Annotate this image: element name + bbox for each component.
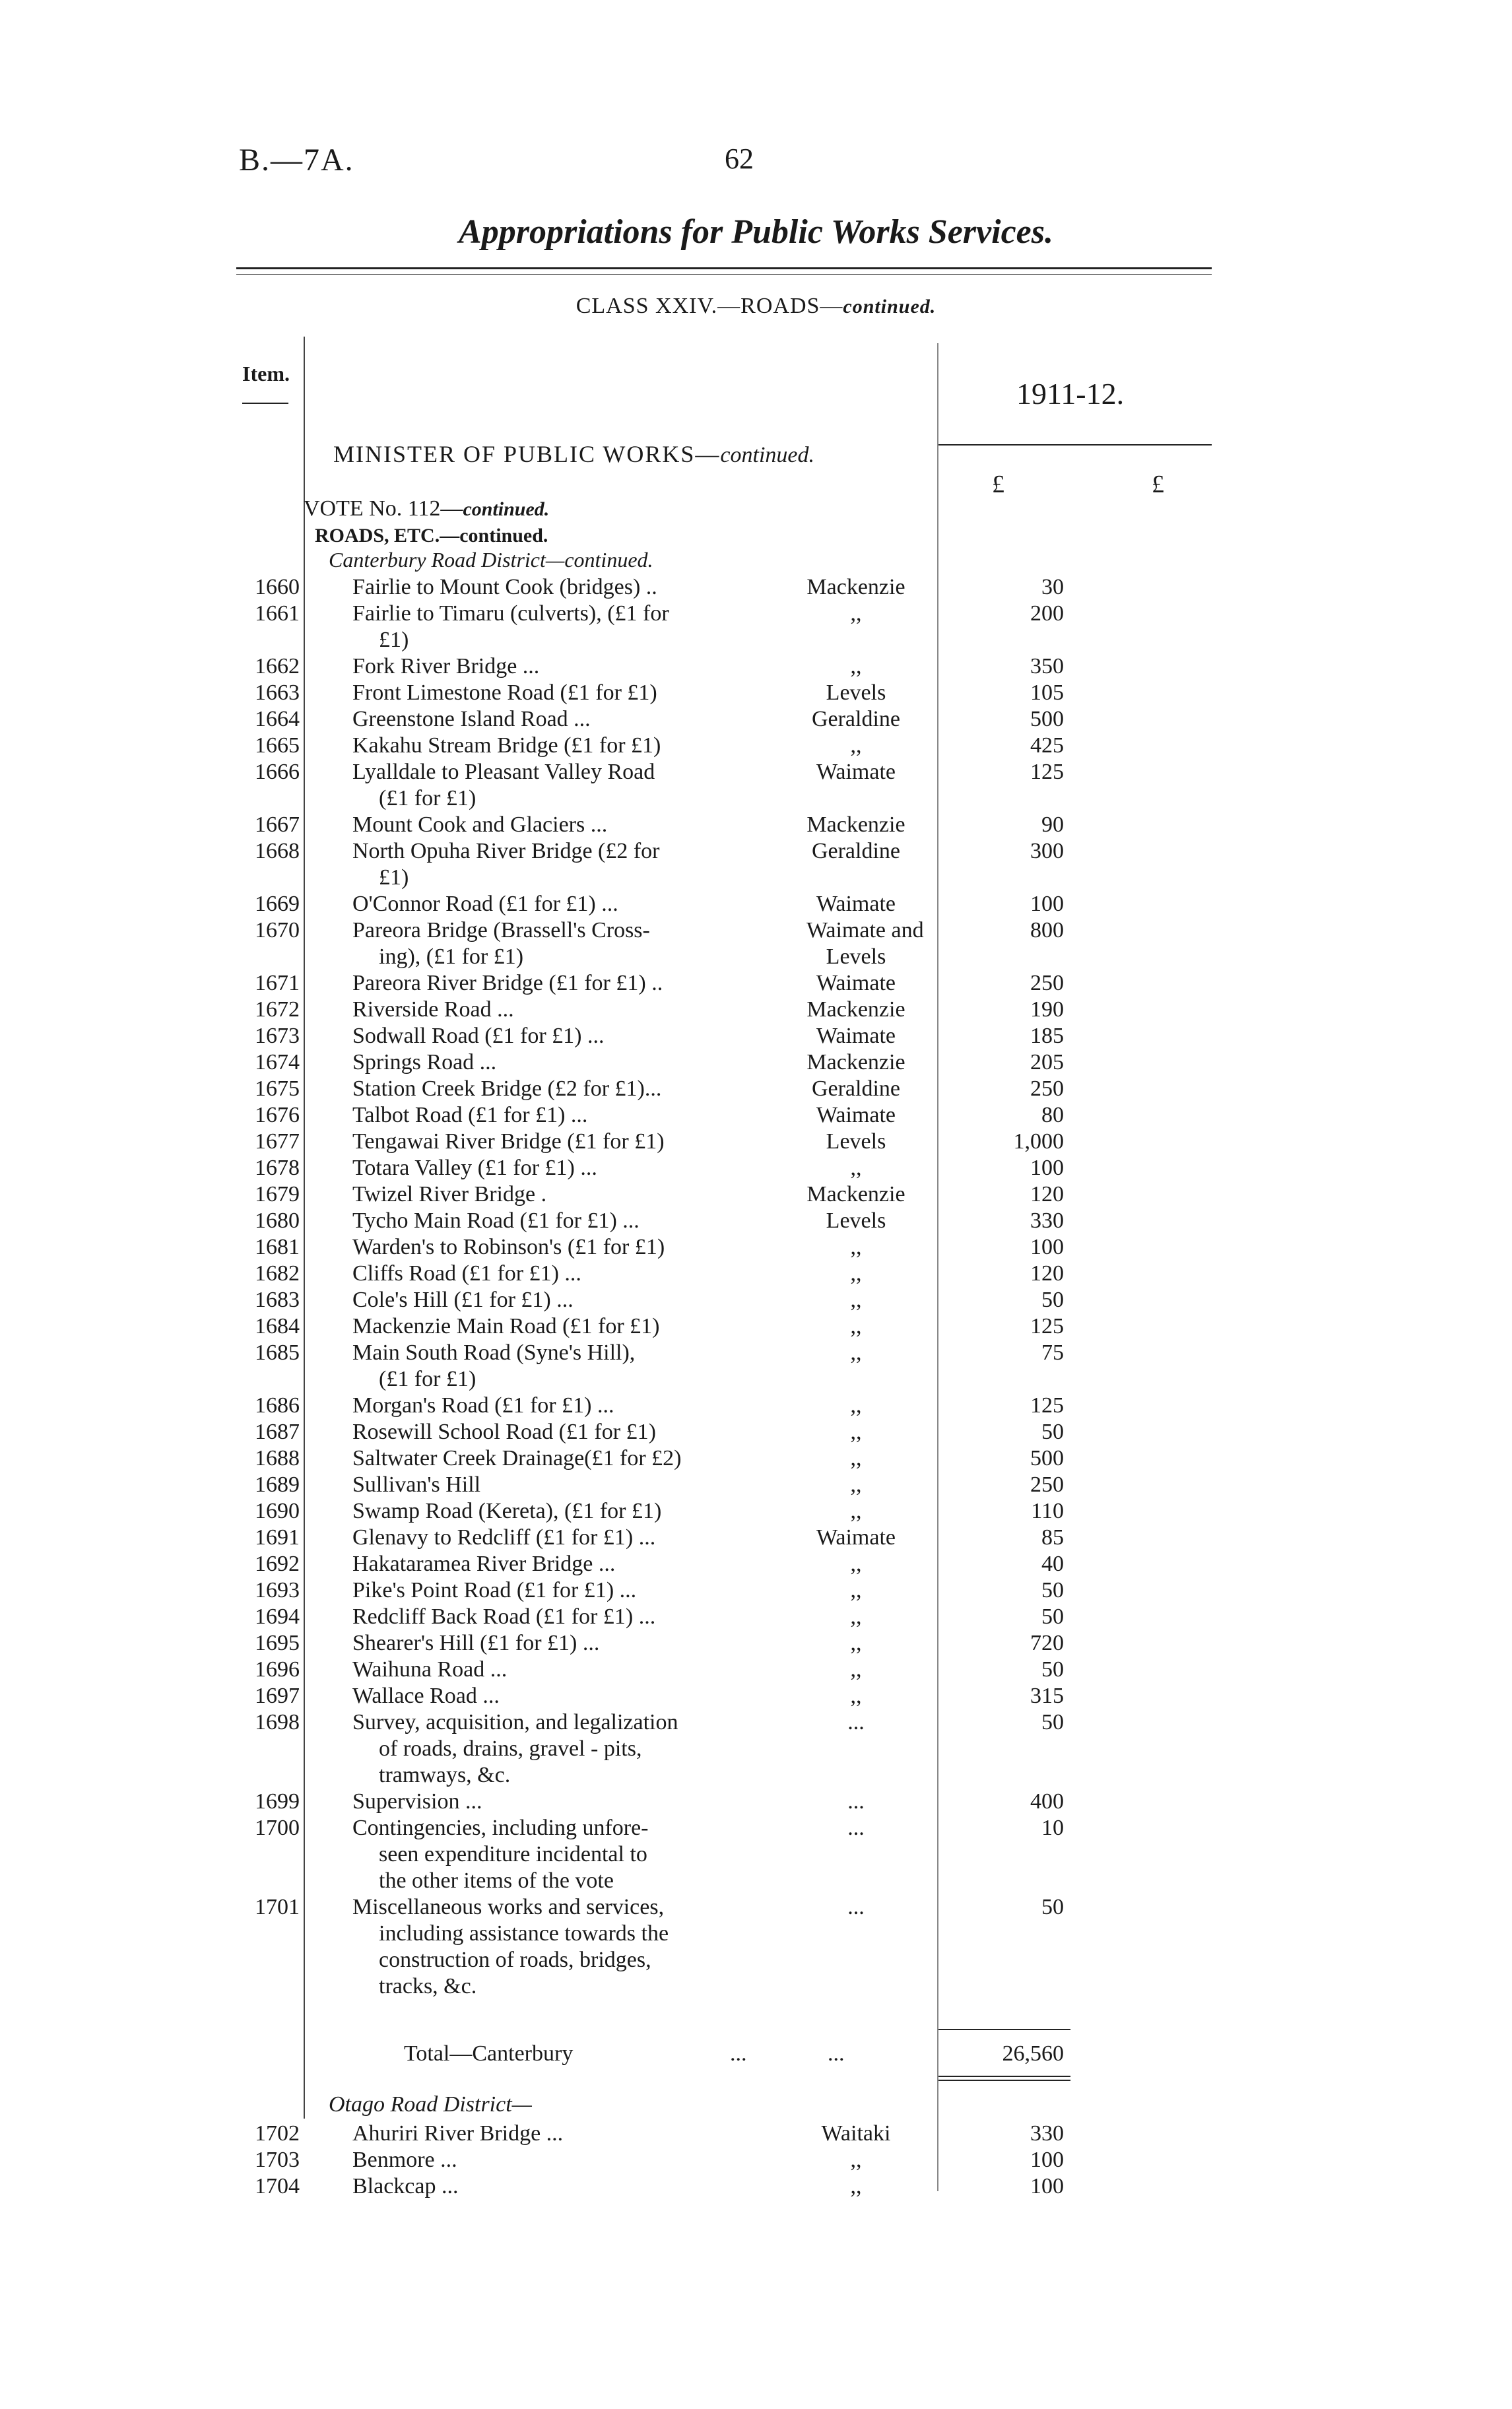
amount: 90 xyxy=(1041,812,1064,837)
county: Waimate xyxy=(816,760,896,784)
amount: 50 xyxy=(1041,1578,1064,1602)
item-number: 1683 xyxy=(255,1288,300,1312)
item-description: Springs Road ... xyxy=(352,1050,497,1074)
table-row xyxy=(0,1683,1512,1709)
item-description: Lyalldale to Pleasant Valley Road xyxy=(352,760,655,784)
table-row-continuation xyxy=(0,1841,1512,1868)
item-description: tracks, &c. xyxy=(379,1974,477,1998)
total-amount: 26,560 xyxy=(1002,2041,1064,2066)
item-number: 1697 xyxy=(255,1684,300,1708)
amount: 40 xyxy=(1041,1552,1064,1576)
table-row xyxy=(0,1076,1512,1102)
total-label: Total—Canterbury xyxy=(404,2041,574,2066)
item-description: Benmore ... xyxy=(352,2148,457,2172)
county: ,, xyxy=(850,1393,862,1418)
item-description: of roads, drains, gravel - pits, xyxy=(379,1736,642,1761)
table-row xyxy=(0,653,1512,680)
county: Geraldine xyxy=(811,1076,901,1101)
item-description: Fairlie to Timaru (culverts), (£1 for xyxy=(352,601,669,626)
county: ,, xyxy=(850,2148,862,2172)
table-row xyxy=(0,2147,1512,2173)
county: ... xyxy=(847,1789,865,1814)
item-number: 1667 xyxy=(255,812,300,837)
county: Levels xyxy=(826,680,886,705)
table-row xyxy=(0,1657,1512,1683)
table-row xyxy=(0,680,1512,706)
amount: 205 xyxy=(1030,1050,1064,1074)
county-continuation: Levels xyxy=(826,944,886,969)
total-bottom-rule xyxy=(938,2076,1070,2077)
item-description: £1) xyxy=(379,628,409,652)
item-description: O'Connor Road (£1 for £1) ... xyxy=(352,892,618,916)
county: ,, xyxy=(850,1446,862,1470)
item-description: Warden's to Robinson's (£1 for £1) xyxy=(352,1235,665,1259)
item-number: 1698 xyxy=(255,1710,300,1734)
item-number: 1685 xyxy=(255,1340,300,1365)
amount: 350 xyxy=(1030,654,1064,678)
table-row xyxy=(0,2173,1512,2200)
table-row xyxy=(0,917,1512,944)
item-description: Pike's Point Road (£1 for £1) ... xyxy=(352,1578,637,1602)
table-row xyxy=(0,1393,1512,1419)
table-row xyxy=(0,601,1512,627)
item-number: 1675 xyxy=(255,1076,300,1101)
total-leader-1: ... xyxy=(730,2041,747,2066)
amount: 120 xyxy=(1030,1182,1064,1206)
item-number: 1681 xyxy=(255,1235,300,1259)
table-row-continuation xyxy=(0,627,1512,653)
item-description: (£1 for £1) xyxy=(379,786,477,810)
amount: 400 xyxy=(1030,1789,1064,1814)
amount: 185 xyxy=(1030,1024,1064,1048)
item-description: ing), (£1 for £1) xyxy=(379,944,524,969)
item-description: Front Limestone Road (£1 for £1) xyxy=(352,680,657,705)
item-description: Waihuna Road ... xyxy=(352,1657,508,1682)
county: ,, xyxy=(850,1631,862,1655)
item-number: 1696 xyxy=(255,1657,300,1682)
item-number: 1666 xyxy=(255,760,300,784)
county: Mackenzie xyxy=(806,1050,905,1074)
county: ,, xyxy=(850,1156,862,1180)
table-row xyxy=(0,1525,1512,1551)
item-number: 1694 xyxy=(255,1604,300,1629)
table-row xyxy=(0,1102,1512,1129)
item-number: 1679 xyxy=(255,1182,300,1206)
amount: 300 xyxy=(1030,839,1064,863)
otago-district-heading: Otago Road District— xyxy=(329,2092,532,2117)
table-row xyxy=(0,1894,1512,1921)
county: Levels xyxy=(826,1208,886,1233)
item-description: Survey, acquisition, and legalization xyxy=(352,1710,678,1734)
county: ,, xyxy=(850,1288,862,1312)
county: Waimate xyxy=(816,971,896,995)
item-number: 1684 xyxy=(255,1314,300,1338)
item-number: 1678 xyxy=(255,1156,300,1180)
item-description: Glenavy to Redcliff (£1 for £1) ... xyxy=(352,1525,656,1550)
amount: 110 xyxy=(1031,1499,1064,1523)
county: Mackenzie xyxy=(806,812,905,837)
amount: 500 xyxy=(1030,1446,1064,1470)
item-number: 1665 xyxy=(255,733,300,758)
item-number: 1662 xyxy=(255,654,300,678)
table-row xyxy=(0,1261,1512,1287)
county: ,, xyxy=(850,1261,862,1286)
item-description: Rosewill School Road (£1 for £1) xyxy=(352,1420,656,1444)
amount: 100 xyxy=(1030,2174,1064,2198)
amount: 30 xyxy=(1041,575,1064,599)
county: ,, xyxy=(850,1314,862,1338)
county: Waimate xyxy=(816,1024,896,1048)
table-row-continuation xyxy=(0,1366,1512,1393)
table-row-continuation xyxy=(0,1868,1512,1894)
table-row xyxy=(0,1604,1512,1630)
county: ,, xyxy=(850,1499,862,1523)
item-number: 1686 xyxy=(255,1393,300,1418)
amount: 50 xyxy=(1041,1604,1064,1629)
county: ,, xyxy=(850,1578,862,1602)
amount: 190 xyxy=(1030,997,1064,1022)
item-number: 1703 xyxy=(255,2148,300,2172)
item-number: 1677 xyxy=(255,1129,300,1154)
amount: 125 xyxy=(1030,1314,1064,1338)
table-row xyxy=(0,1155,1512,1181)
item-description: Sodwall Road (£1 for £1) ... xyxy=(352,1024,605,1048)
item-description: Twizel River Bridge . xyxy=(352,1182,547,1206)
county: ... xyxy=(847,1816,865,1840)
table-row xyxy=(0,891,1512,917)
item-number: 1676 xyxy=(255,1103,300,1127)
table-row xyxy=(0,1789,1512,1815)
table-row xyxy=(0,1630,1512,1657)
item-number: 1690 xyxy=(255,1499,300,1523)
page-number: 62 xyxy=(725,143,754,175)
roads-heading: ROADS, ETC.—continued. xyxy=(315,525,548,546)
amount: 720 xyxy=(1030,1631,1064,1655)
year-rule xyxy=(938,444,1212,446)
county: Waimate and xyxy=(806,918,924,942)
county: Waimate xyxy=(816,1103,896,1127)
item-description: Ahuriri River Bridge ... xyxy=(352,2121,564,2146)
item-number: 1688 xyxy=(255,1446,300,1470)
item-number: 1661 xyxy=(255,601,300,626)
county: Waimate xyxy=(816,1525,896,1550)
county: ,, xyxy=(850,1604,862,1629)
document-reference: B.—7A. xyxy=(239,143,354,178)
amount: 330 xyxy=(1030,1208,1064,1233)
canterbury-district-heading: Canterbury Road District—continued. xyxy=(329,548,653,572)
amount: 800 xyxy=(1030,918,1064,942)
county: ,, xyxy=(850,2174,862,2198)
item-description: Shearer's Hill (£1 for £1) ... xyxy=(352,1631,600,1655)
county: ,, xyxy=(850,1340,862,1365)
table-row xyxy=(0,1551,1512,1577)
county: Geraldine xyxy=(811,839,901,863)
item-description: Blackcap ... xyxy=(352,2174,459,2198)
item-description: including assistance towards the xyxy=(379,1921,669,1946)
item-number: 1680 xyxy=(255,1208,300,1233)
table-row xyxy=(0,1472,1512,1498)
item-number: 1682 xyxy=(255,1261,300,1286)
item-description: Main South Road (Syne's Hill), xyxy=(352,1340,636,1365)
table-row-continuation xyxy=(0,1736,1512,1762)
table-row xyxy=(0,759,1512,785)
table-row xyxy=(0,2121,1512,2147)
county: Waitaki xyxy=(821,2121,891,2146)
table-row xyxy=(0,1709,1512,1736)
amount: 200 xyxy=(1030,601,1064,626)
item-description: Station Creek Bridge (£2 for £1)... xyxy=(352,1076,662,1101)
table-row xyxy=(0,1287,1512,1313)
county: ,, xyxy=(850,1235,862,1259)
amount: 50 xyxy=(1041,1657,1064,1682)
total-top-rule xyxy=(938,2029,1070,2030)
table-row xyxy=(0,970,1512,997)
item-description: Mount Cook and Glaciers ... xyxy=(352,812,608,837)
item-number: 1660 xyxy=(255,575,300,599)
amount: 100 xyxy=(1030,1156,1064,1180)
minister-heading: MINISTER OF PUBLIC WORKS—continued. xyxy=(333,441,814,467)
item-number: 1669 xyxy=(255,892,300,916)
item-description: Fork River Bridge ... xyxy=(352,654,540,678)
item-description: Tengawai River Bridge (£1 for £1) xyxy=(352,1129,665,1154)
top-rule-thin xyxy=(236,274,1212,275)
table-row xyxy=(0,1208,1512,1234)
table-row xyxy=(0,1815,1512,1841)
item-description: Hakataramea River Bridge ... xyxy=(352,1552,616,1576)
item-number: 1668 xyxy=(255,839,300,863)
table-row-continuation xyxy=(0,1973,1512,2000)
item-description: Totara Valley (£1 for £1) ... xyxy=(352,1156,597,1180)
county: ,, xyxy=(850,654,862,678)
item-description: Mackenzie Main Road (£1 for £1) xyxy=(352,1314,660,1338)
item-number: 1695 xyxy=(255,1631,300,1655)
county: ,, xyxy=(850,1420,862,1444)
table-row xyxy=(0,1023,1512,1049)
total-leader-2: ... xyxy=(828,2041,845,2066)
year-header: 1911-12. xyxy=(1016,377,1125,411)
county: ,, xyxy=(850,1552,862,1576)
item-number: 1672 xyxy=(255,997,300,1022)
item-number: 1702 xyxy=(255,2121,300,2146)
item-description: Morgan's Road (£1 for £1) ... xyxy=(352,1393,614,1418)
total-bottom-rule-double xyxy=(938,2080,1070,2081)
item-description: seen expenditure incidental to xyxy=(379,1842,647,1866)
amount: 125 xyxy=(1030,1393,1064,1418)
amount: 100 xyxy=(1030,1235,1064,1259)
item-number: 1692 xyxy=(255,1552,300,1576)
county: Mackenzie xyxy=(806,575,905,599)
table-row xyxy=(0,1181,1512,1208)
amount: 250 xyxy=(1030,971,1064,995)
item-description: £1) xyxy=(379,865,409,890)
county: ,, xyxy=(850,1657,862,1682)
table-row xyxy=(0,997,1512,1023)
table-row xyxy=(0,1234,1512,1261)
item-description: Wallace Road ... xyxy=(352,1684,500,1708)
table-row xyxy=(0,706,1512,733)
item-description: Riverside Road ... xyxy=(352,997,514,1022)
county: Waimate xyxy=(816,892,896,916)
item-number: 1674 xyxy=(255,1050,300,1074)
county: ... xyxy=(847,1710,865,1734)
vote-heading: VOTE No. 112—continued. xyxy=(304,496,550,521)
county: Levels xyxy=(826,1129,886,1154)
item-number: 1700 xyxy=(255,1816,300,1840)
item-description: Talbot Road (£1 for £1) ... xyxy=(352,1103,588,1127)
county: Mackenzie xyxy=(806,1182,905,1206)
table-row xyxy=(0,1498,1512,1525)
county: ,, xyxy=(850,1472,862,1497)
item-header-rule xyxy=(242,403,288,404)
amount: 80 xyxy=(1041,1103,1064,1127)
table-row-continuation xyxy=(0,865,1512,891)
item-number: 1689 xyxy=(255,1472,300,1497)
table-row xyxy=(0,1445,1512,1472)
amount: 125 xyxy=(1030,760,1064,784)
amount: 50 xyxy=(1041,1895,1064,1919)
amount: 315 xyxy=(1030,1684,1064,1708)
amount: 50 xyxy=(1041,1288,1064,1312)
item-number: 1693 xyxy=(255,1578,300,1602)
amount: 500 xyxy=(1030,707,1064,731)
table-row xyxy=(0,1419,1512,1445)
county: Mackenzie xyxy=(806,997,905,1022)
item-column-header: Item. xyxy=(242,362,290,385)
table-row-continuation xyxy=(0,944,1512,970)
amount: 425 xyxy=(1030,733,1064,758)
class-heading: CLASS XXIV.—ROADS—continued. xyxy=(575,294,937,318)
amount: 120 xyxy=(1030,1261,1064,1286)
item-description: (£1 for £1) xyxy=(379,1367,477,1391)
amount: 250 xyxy=(1030,1076,1064,1101)
table-row xyxy=(0,812,1512,838)
table-row-continuation xyxy=(0,1762,1512,1789)
table-row xyxy=(0,733,1512,759)
amount: 250 xyxy=(1030,1472,1064,1497)
item-number: 1691 xyxy=(255,1525,300,1550)
item-description: Pareora River Bridge (£1 for £1) .. xyxy=(352,971,663,995)
item-description: Supervision ... xyxy=(352,1789,482,1814)
table-row-continuation xyxy=(0,1947,1512,1973)
amount: 75 xyxy=(1041,1340,1064,1365)
amount: 100 xyxy=(1030,892,1064,916)
item-description: Saltwater Creek Drainage(£1 for £2) xyxy=(352,1446,682,1470)
amount: 330 xyxy=(1030,2121,1064,2146)
amount: 85 xyxy=(1041,1525,1064,1550)
amount: 50 xyxy=(1041,1710,1064,1734)
table-row xyxy=(0,1340,1512,1366)
item-description: tramways, &c. xyxy=(379,1763,511,1787)
item-description: the other items of the vote xyxy=(379,1868,614,1893)
table-row xyxy=(0,574,1512,601)
table-row-continuation xyxy=(0,785,1512,812)
item-description: Fairlie to Mount Cook (bridges) .. xyxy=(352,575,657,599)
table-row xyxy=(0,838,1512,865)
item-number: 1701 xyxy=(255,1895,300,1919)
item-description: Cliffs Road (£1 for £1) ... xyxy=(352,1261,581,1286)
table-row xyxy=(0,1049,1512,1076)
table-row xyxy=(0,1577,1512,1604)
item-description: Cole's Hill (£1 for £1) ... xyxy=(352,1288,574,1312)
item-description: Tycho Main Road (£1 for £1) ... xyxy=(352,1208,640,1233)
county: ... xyxy=(847,1895,865,1919)
item-number: 1663 xyxy=(255,680,300,705)
amount: 10 xyxy=(1041,1816,1064,1840)
item-description: Sullivan's Hill xyxy=(352,1472,481,1497)
item-number: 1704 xyxy=(255,2174,300,2198)
pound-symbol-2: £ xyxy=(1152,471,1164,498)
amount: 105 xyxy=(1030,680,1064,705)
amount: 1,000 xyxy=(1013,1129,1064,1154)
county: ,, xyxy=(850,1684,862,1708)
county: Geraldine xyxy=(811,707,901,731)
page-title: Appropriations for Public Works Services. xyxy=(459,213,1053,251)
item-description: construction of roads, bridges, xyxy=(379,1948,651,1972)
item-description: Redcliff Back Road (£1 for £1) ... xyxy=(352,1604,656,1629)
county: ,, xyxy=(850,733,862,758)
pound-symbol-1: £ xyxy=(992,471,1004,498)
item-description: Miscellaneous works and services, xyxy=(352,1895,665,1919)
item-description: Kakahu Stream Bridge (£1 for £1) xyxy=(352,733,661,758)
item-description: Contingencies, including unfore- xyxy=(352,1816,649,1840)
amount: 50 xyxy=(1041,1420,1064,1444)
item-number: 1671 xyxy=(255,971,300,995)
top-rule xyxy=(236,267,1212,269)
item-number: 1670 xyxy=(255,918,300,942)
table-row xyxy=(0,1313,1512,1340)
table-row-continuation xyxy=(0,1921,1512,1947)
table-row xyxy=(0,1129,1512,1155)
item-description: Pareora Bridge (Brassell's Cross- xyxy=(352,918,650,942)
item-number: 1673 xyxy=(255,1024,300,1048)
county: ,, xyxy=(850,601,862,626)
item-number: 1687 xyxy=(255,1420,300,1444)
item-description: Greenstone Island Road ... xyxy=(352,707,591,731)
item-number: 1699 xyxy=(255,1789,300,1814)
item-description: North Opuha River Bridge (£2 for xyxy=(352,839,660,863)
amount: 100 xyxy=(1030,2148,1064,2172)
item-number: 1664 xyxy=(255,707,300,731)
item-description: Swamp Road (Kereta), (£1 for £1) xyxy=(352,1499,662,1523)
